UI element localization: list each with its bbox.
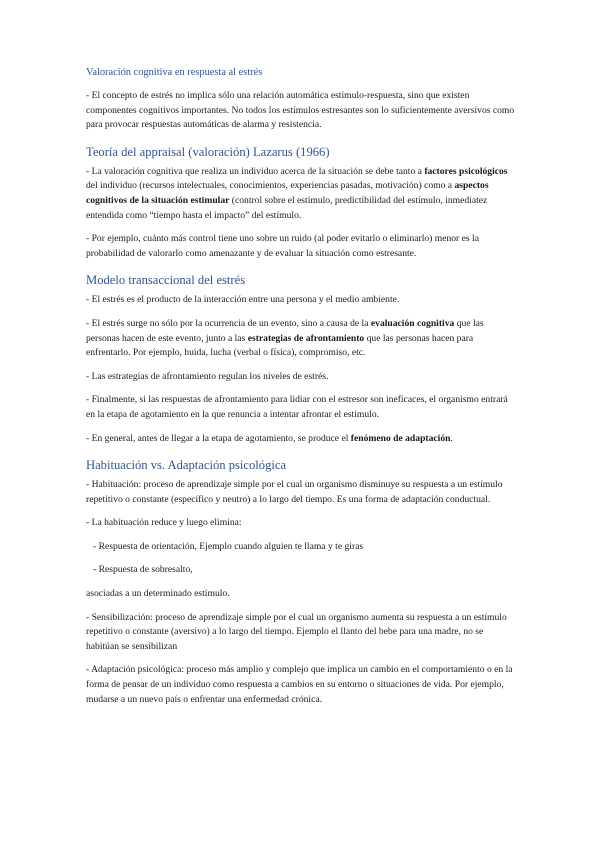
bold-term-estrategias-afrontamiento: estrategias de afrontamiento [247, 332, 365, 344]
text-run: que las personas hacen para enfrentarlo. Por ejemplo, huida, lucha (verbal o física), compromiso, etc. [86, 332, 474, 359]
list-item-respuesta-orientacion: - Respuesta de orientación, Ejemplo cuando alguien te llama y te giras [93, 540, 364, 552]
bold-term-factores-psicologicos: factores psicológicos [424, 165, 508, 177]
section-heading-valoracion: Valoración cognitiva en respuesta al estrés [86, 67, 263, 78]
paragraph-sensibilizacion: - Sensibilización: proceso de aprendizaje simple por el cual un organismo aumenta su respuesta a un estímulo repetitivo o constante (aversivo) a lo largo del tiempo. Ejemplo el llanto del bebe para una madre, no se habitúan se sensibilizan [86, 611, 507, 652]
paragraph-habituacion: - Habituación: proceso de aprendizaje simple por el cual un organismo disminuye su respuesta a un estímulo repetitivo o constante (específico y neutro) a lo largo del tiempo. Es una forma de adaptación conductual. [86, 479, 503, 505]
bold-term-evaluacion-cognitiva: evaluación cognitiva [370, 317, 455, 329]
section-heading-appraisal: Teoría del appraisal (valoración) Lazarus (1966) [86, 144, 330, 159]
text-run: - El estrés surge no sólo por la ocurrencia de un evento, sino a causa de la [86, 317, 371, 329]
text-run: - La valoración cognitiva que realiza un individuo acerca de la situación se debe tanto a [86, 165, 425, 177]
text-run: - En general, antes de llegar a la etapa de agotamiento, se produce el [86, 432, 351, 444]
section-heading-modelo-transaccional: Modelo transaccional del estrés [86, 273, 246, 288]
paragraph-estres-concepto: - El concepto de estrés no implica sólo una relación automática estímulo-respuesta, sino que existen componentes cognitivos importantes. No todos los estímulos estresantes son lo suficientemente aversivos como para provocar respuestas automáticas de alarma y resistencia. [86, 90, 515, 131]
paragraph-estres-surge [86, 317, 518, 361]
document-page [86, 66, 518, 716]
paragraph-valoracion-cognitiva [86, 165, 518, 223]
text-run: que las personas hacen de este evento, junto a las [86, 317, 484, 344]
bold-term-aspectos-cognitivos: aspectos cognitivos de la situación estimular [86, 180, 489, 206]
text-run: del individuo (recursos intelectuales, conocimientos, experiencias pasadas, motivación) como a [86, 180, 455, 192]
paragraph-ejemplo-ruido: - Por ejemplo, cuánto más control tiene uno sobre un ruido (al poder evitarlo o eliminarlo) menor es la probabilidad de valorarlo como amenazante y de evaluar la situación como estresante. [86, 233, 479, 259]
text-run: . [450, 432, 453, 444]
paragraph-en-general [86, 432, 518, 447]
paragraph-asociadas: asociadas a un determinado estímulo. [86, 588, 230, 600]
bold-term-fenomeno-adaptacion: fenómeno de adaptación [350, 432, 451, 444]
paragraph-adaptacion-psicologica: - Adaptación psicológica: proceso más amplio y complejo que implica un cambio en el comportamiento o en la forma de pensar de un individuo como respuesta a cambios en su entorno o situaciones de vida. Por ejemplo, mudarse a un nuevo país o enfrentar una enfermedad crónica. [86, 664, 513, 705]
paragraph-estres-producto: - El estrés es el producto de la interacción entre una persona y el medio ambiente. [86, 294, 400, 306]
text-run: (control sobre el estímulo, predictibilidad del estímulo, inmediatez entendida como “tiempo hasta el impacto” del estímulo. [86, 194, 488, 221]
paragraph-finalmente: - Finalmente, si las respuestas de afrontamiento para lidiar con el estresor son ineficaces, el organismo entrará en la etapa de agotamiento en la que renuncia a intentar afrontar el estímulo. [86, 394, 508, 420]
list-item-respuesta-sobresalto: - Respuesta de sobresalto, [93, 564, 193, 576]
paragraph-estrategias-regulan: - Las estrategias de afrontamiento regulan los niveles de estrés. [86, 370, 329, 382]
section-heading-habituacion: Habituación vs. Adaptación psicológica [86, 458, 287, 473]
paragraph-habituacion-reduce: - La habituación reduce y luego elimina: [86, 517, 242, 529]
